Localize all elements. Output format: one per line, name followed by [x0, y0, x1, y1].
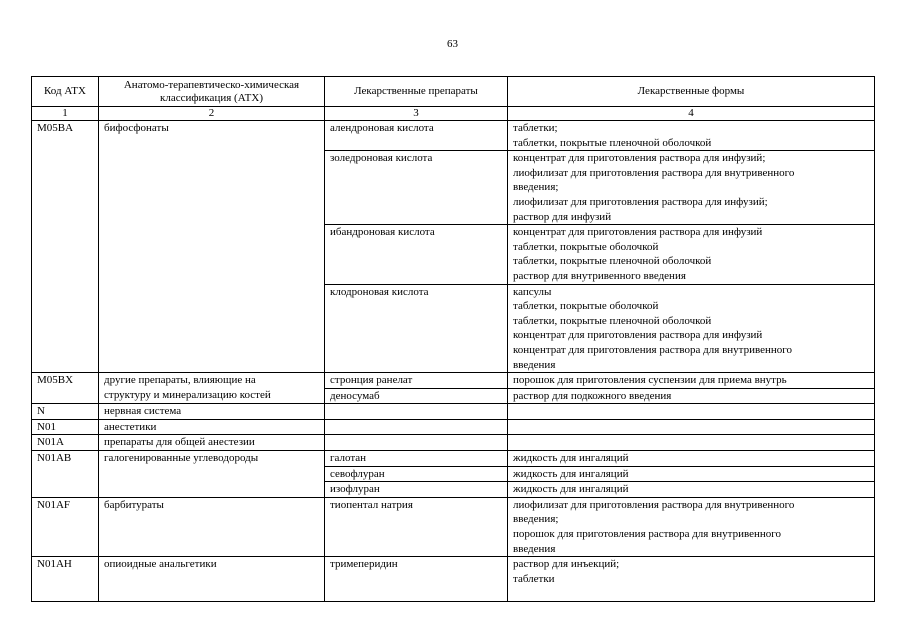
dosage-form: таблетки; — [513, 122, 558, 134]
drug-cell — [325, 482, 508, 498]
atc-code-cell — [32, 404, 99, 420]
classification-cell — [99, 373, 325, 404]
page-number: 63 — [447, 38, 458, 50]
drug-name: ибандроновая кислота — [330, 226, 435, 239]
atc-code-cell — [32, 557, 99, 602]
table-row — [32, 435, 875, 451]
dosage-form: концентрат для приготовления раствора для инфузий — [513, 226, 763, 239]
forms-cell — [508, 451, 875, 467]
drug-name: клодроновая кислота — [330, 285, 429, 298]
forms-cell — [508, 284, 875, 373]
drug-cell — [325, 419, 508, 435]
drug-cell — [325, 388, 508, 404]
drug-name: тримеперидин — [330, 558, 398, 571]
atc-code-cell — [32, 373, 99, 404]
drug-cell — [325, 404, 508, 420]
classification-cell — [99, 225, 325, 284]
dosage-form: концентрат для приготовления раствора для инфузий — [513, 329, 763, 342]
column-number: 4 — [508, 107, 875, 121]
drug-name: золедроновая кислота — [330, 152, 433, 165]
table-row — [32, 121, 875, 151]
column-number: 3 — [325, 107, 508, 121]
classification-cell — [99, 419, 325, 435]
drug-cell — [325, 557, 508, 602]
drug-name: тиопентал натрия — [330, 498, 413, 511]
dosage-form: лиофилизат для приготовления раствора для инфузий; — [513, 195, 768, 208]
atc-code-cell — [32, 151, 99, 225]
dosage-form: введения — [513, 542, 556, 555]
dosage-form: лиофилизат для приготовления раствора для внутривенного — [513, 166, 795, 179]
forms-cell — [508, 466, 875, 482]
classification-cell — [99, 497, 325, 556]
drug-name: деносумаб — [330, 389, 380, 402]
table-row — [32, 451, 875, 467]
table-row — [32, 373, 875, 389]
classification-cell — [99, 557, 325, 602]
atc-code: M05BX — [37, 374, 74, 387]
classification-cell — [99, 435, 325, 451]
atc-code: N01AH — [37, 558, 72, 571]
drug-cell — [325, 151, 508, 225]
atc-code: N01AF — [37, 498, 71, 511]
dosage-form: введения; — [513, 181, 559, 194]
dosage-form: лиофилизат для приготовления раствора для внутривенного — [513, 498, 795, 511]
drug-cell — [325, 435, 508, 451]
atc-code: M05BA — [37, 122, 74, 134]
drug-cell — [325, 466, 508, 482]
dosage-form: порошок для приготовления раствора для внутривенного — [513, 528, 782, 541]
atc-code-cell — [32, 435, 99, 451]
dosage-form: раствор для инъекций; — [513, 558, 620, 571]
drug-cell — [325, 373, 508, 389]
header-dosage-forms: Лекарственные формы — [508, 77, 875, 107]
table-row — [32, 497, 875, 556]
atc-code: N01AB — [37, 452, 72, 465]
table-row — [32, 225, 875, 284]
forms-cell — [508, 151, 875, 225]
classification-text: бифосфонаты — [104, 122, 169, 134]
classification-cell — [99, 404, 325, 420]
drug-cell — [325, 497, 508, 556]
classification-cell — [99, 151, 325, 225]
drug-name: севофлуран — [330, 467, 385, 480]
dosage-form: таблетки — [513, 572, 555, 585]
column-number: 2 — [99, 107, 325, 121]
drug-name: алендроновая кислота — [330, 122, 434, 134]
drug-name: стронция ранелат — [330, 374, 413, 387]
dosage-form: жидкость для ингаляций — [513, 483, 629, 496]
table-header-row — [32, 77, 875, 107]
atc-code-cell — [32, 121, 99, 151]
classification-text: структуру и минерализацию костей — [104, 388, 271, 401]
dosage-form: порошок для приготовления суспензии для приема внутрь — [513, 374, 787, 387]
header-atc-classification: Анатомо-терапевтическо-химическая классификация (АТХ) — [99, 77, 325, 107]
classification-text: другие препараты, влияющие на — [104, 374, 256, 387]
forms-cell — [508, 373, 875, 389]
table-row — [32, 419, 875, 435]
dosage-form: концентрат для приготовления раствора для инфузий; — [513, 152, 766, 165]
drug-cell — [325, 284, 508, 373]
dosage-form: капсулы — [513, 285, 552, 298]
column-number-row — [32, 107, 875, 121]
dosage-form: концентрат для приготовления раствора для внутривенного — [513, 343, 793, 356]
dosage-form — [513, 586, 869, 601]
forms-cell — [508, 497, 875, 556]
forms-cell — [508, 404, 875, 420]
dosage-form: жидкость для ингаляций — [513, 452, 629, 465]
column-number: 1 — [32, 107, 99, 121]
dosage-form: раствор для подкожного введения — [513, 389, 672, 402]
dosage-form: раствор для инфузий — [513, 210, 612, 223]
drug-name: галотан — [330, 452, 367, 465]
drug-cell — [325, 121, 508, 151]
classification-text: опиоидные анальгетики — [104, 558, 217, 571]
dosage-form: введения; — [513, 513, 559, 526]
forms-cell — [508, 388, 875, 404]
table-row — [32, 557, 875, 602]
classification-text: препараты для общей анестезии — [104, 436, 255, 449]
classification-cell — [99, 451, 325, 498]
classification-text: анестетики — [104, 420, 157, 433]
classification-text: галогенированные углеводороды — [104, 452, 259, 465]
forms-cell — [508, 419, 875, 435]
atc-code-cell — [32, 284, 99, 373]
table-row — [32, 151, 875, 225]
dosage-form: жидкость для ингаляций — [513, 467, 629, 480]
table-row — [32, 404, 875, 420]
dosage-form: раствор для внутривенного введения — [513, 269, 686, 282]
table-row — [32, 284, 875, 373]
atc-code: N01A — [37, 436, 64, 449]
atc-code-cell — [32, 451, 99, 498]
forms-cell — [508, 225, 875, 284]
dosage-form: таблетки, покрытые пленочной оболочкой — [513, 255, 712, 268]
dosage-form: таблетки, покрытые пленочной оболочкой — [513, 314, 712, 327]
atc-code: N — [37, 405, 45, 418]
atc-code: N01 — [37, 420, 56, 433]
classification-text: барбитураты — [104, 498, 164, 511]
drug-name: изофлуран — [330, 483, 380, 496]
atc-code-cell — [32, 497, 99, 556]
dosage-form: таблетки, покрытые пленочной оболочкой — [513, 136, 712, 149]
forms-cell — [508, 435, 875, 451]
classification-cell — [99, 284, 325, 373]
atc-code-cell — [32, 225, 99, 284]
header-atc-code: Код АТХ — [32, 77, 99, 107]
forms-cell — [508, 557, 875, 602]
header-drugs: Лекарственные препараты — [325, 77, 508, 107]
atc-code-cell — [32, 419, 99, 435]
dosage-form: введения — [513, 358, 556, 371]
atc-drug-table — [31, 76, 875, 602]
forms-cell — [508, 482, 875, 498]
classification-text: нервная система — [104, 405, 182, 418]
classification-cell — [99, 121, 325, 151]
forms-cell — [508, 121, 875, 151]
dosage-form: таблетки, покрытые оболочкой — [513, 240, 659, 253]
dosage-form: таблетки, покрытые оболочкой — [513, 300, 659, 313]
drug-cell — [325, 451, 508, 467]
drug-cell — [325, 225, 508, 284]
